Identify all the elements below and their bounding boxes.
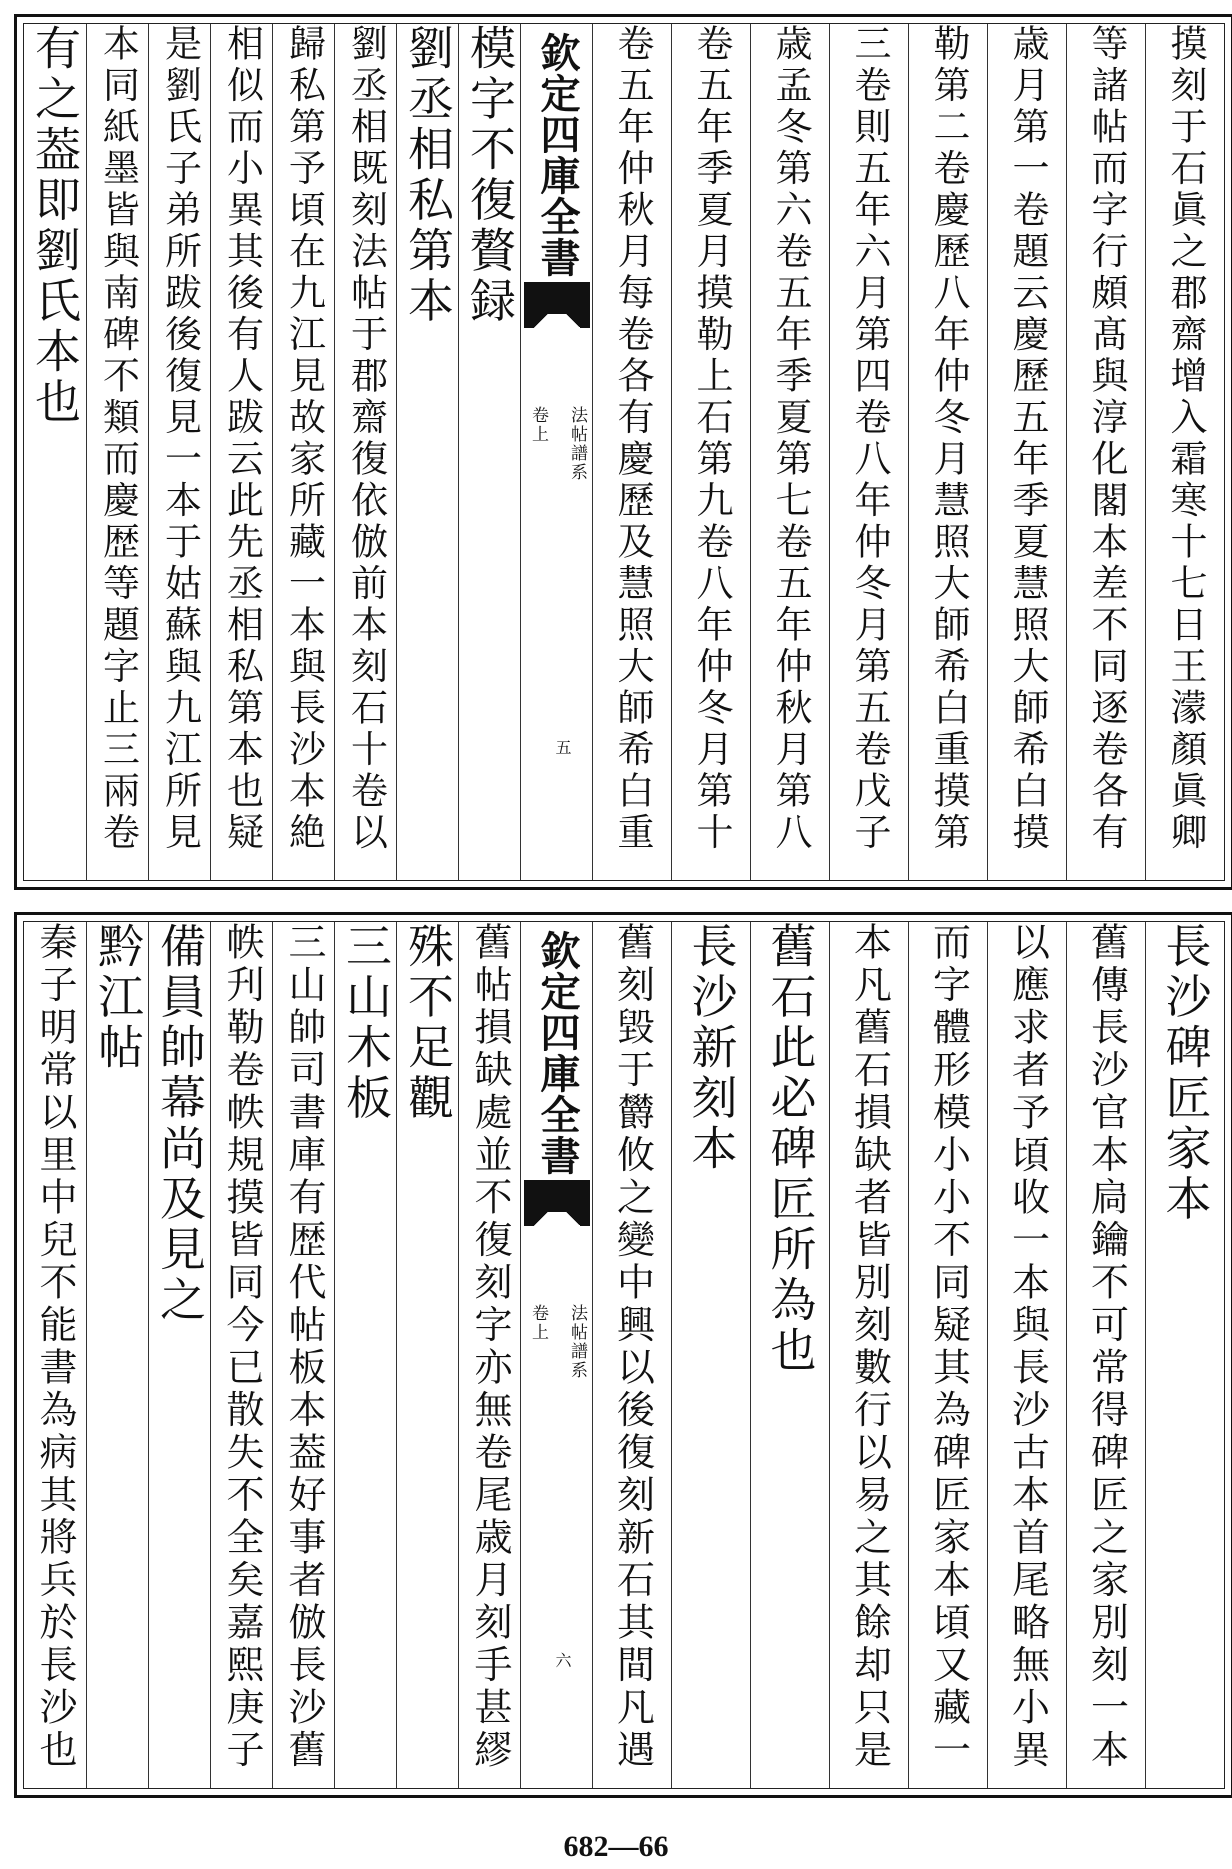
column-text: 本同紙墨皆與南碑不類而慶歴等題字止三兩卷 (96, 24, 140, 854)
column-text: 帙刋勒卷帙規摸皆同今已散失不全矣嘉熙庚子 (220, 922, 264, 1772)
document-page-top (14, 14, 1232, 890)
text-column (24, 922, 86, 1788)
column-text: 三山帥司書庫有歴代帖板本葢好事者倣長沙舊 (282, 922, 326, 1772)
leaf-number: 五 (553, 739, 572, 755)
column-text: 劉丞相私第本 (401, 24, 455, 327)
column-text: 歸私第予頃在九江見故家所藏一本與長沙本絶 (282, 24, 326, 854)
book-title: 法帖譜系 (567, 1304, 587, 1380)
column-text: 三卷則五年六月第四卷八年仲冬月第五卷戊子 (848, 24, 891, 854)
fishtail-mark (524, 1180, 590, 1212)
text-column (671, 922, 751, 1788)
text-column (334, 922, 397, 1788)
column-text: 長沙碑匠家本 (1158, 922, 1213, 1225)
text-column (334, 24, 397, 880)
column-text: 三山木板 (339, 922, 393, 1124)
column-text: 是劉氏子弟所跋後復見一本于姑蘇與九江所見 (158, 24, 202, 854)
text-column (671, 24, 751, 880)
center-fold-band (520, 24, 593, 880)
text-column (210, 922, 273, 1788)
document-page-bottom (14, 912, 1232, 1798)
column-text: 勒第二卷慶歷八年仲冬月慧照大師希白重摸第 (927, 24, 970, 854)
column-text: 卷五年季夏月摸勒上石第九卷八年仲冬月第十 (690, 24, 733, 854)
column-text: 摸刻于石眞之郡齋增入霜寒十七日王濛顏眞卿 (1164, 24, 1207, 854)
leaf-number: 六 (553, 1652, 572, 1668)
running-title: 欽定四庫全書 (534, 32, 581, 278)
text-column (458, 922, 521, 1788)
column-text: 本凡舊石損缺者皆別刻數行以易之其餘却只是 (847, 922, 892, 1772)
text-column (829, 24, 909, 880)
text-column (272, 24, 335, 880)
text-column (210, 24, 273, 880)
running-title: 欽定四庫全書 (534, 930, 581, 1176)
book-title: 法帖譜系 (567, 406, 587, 482)
text-column (1066, 922, 1146, 1788)
text-column (458, 24, 521, 880)
text-column (987, 922, 1067, 1788)
center-fold-band (520, 922, 593, 1788)
text-column (148, 24, 211, 880)
text-column (24, 24, 86, 880)
page-footer-number: 682—66 (563, 1830, 669, 1863)
column-text: 舊傳長沙官本扃鑰不可常得碑匠之家別刻一本 (1084, 922, 1129, 1772)
page-frame (23, 23, 1225, 881)
text-column (592, 922, 672, 1788)
text-column (86, 24, 149, 880)
column-text: 模字不復贅録 (463, 24, 517, 327)
text-column (829, 922, 909, 1788)
column-text: 秦子明常以里中兒不能書為病其將兵於長沙也 (33, 922, 77, 1772)
page-frame (23, 921, 1225, 1789)
text-column (1066, 24, 1146, 880)
column-text: 長沙新刻本 (684, 922, 739, 1175)
text-column (592, 24, 672, 880)
text-column (987, 24, 1067, 880)
column-text: 殊不足觀 (401, 922, 455, 1124)
column-text: 有之葢即劉氏本也 (28, 24, 82, 428)
fishtail-mark (524, 282, 590, 314)
column-text: 舊刻毀于欝攸之變中興以後復刻新石其間凡遇 (610, 922, 655, 1772)
text-column (86, 922, 149, 1788)
column-text: 舊石此必碑匠所為也 (763, 922, 818, 1377)
volume-label: 卷上 (528, 406, 548, 444)
text-column (396, 24, 459, 880)
text-column (148, 922, 211, 1788)
text-column (272, 922, 335, 1788)
column-text: 卷五年仲秋月每卷各有慶歷及慧照大師希白重 (611, 24, 654, 854)
text-column (750, 922, 830, 1788)
column-text: 劉丞相既刻法帖于郡齋復依倣前本刻石十卷以 (344, 24, 388, 854)
column-text: 以應求者予頃收一本與長沙古本首尾略無小異 (1005, 922, 1050, 1772)
column-text: 舊帖損缺處並不復刻字亦無卷尾歳月刻手甚繆 (468, 922, 512, 1772)
column-text: 歳孟冬第六卷五年季夏第七卷五年仲秋月第八 (769, 24, 812, 854)
text-column (908, 24, 988, 880)
text-column (908, 922, 988, 1788)
text-column (396, 922, 459, 1788)
column-text: 黔江帖 (91, 922, 145, 1074)
column-text: 歳月第一卷題云慶歷五年季夏慧照大師希白摸 (1006, 24, 1049, 854)
column-text: 等諸帖而字行頗髙與淳化閣本差不同逐卷各有 (1085, 24, 1128, 854)
column-text: 備員帥幕尚及見之 (153, 922, 207, 1326)
column-text: 相似而小異其後有人跋云此先丞相私第本也疑 (220, 24, 264, 854)
text-column (750, 24, 830, 880)
volume-label: 卷上 (528, 1304, 548, 1342)
column-text: 而字體形模小小不同疑其為碑匠家本頃又藏一 (926, 922, 971, 1772)
text-column (1145, 24, 1225, 880)
text-column (1145, 922, 1225, 1788)
